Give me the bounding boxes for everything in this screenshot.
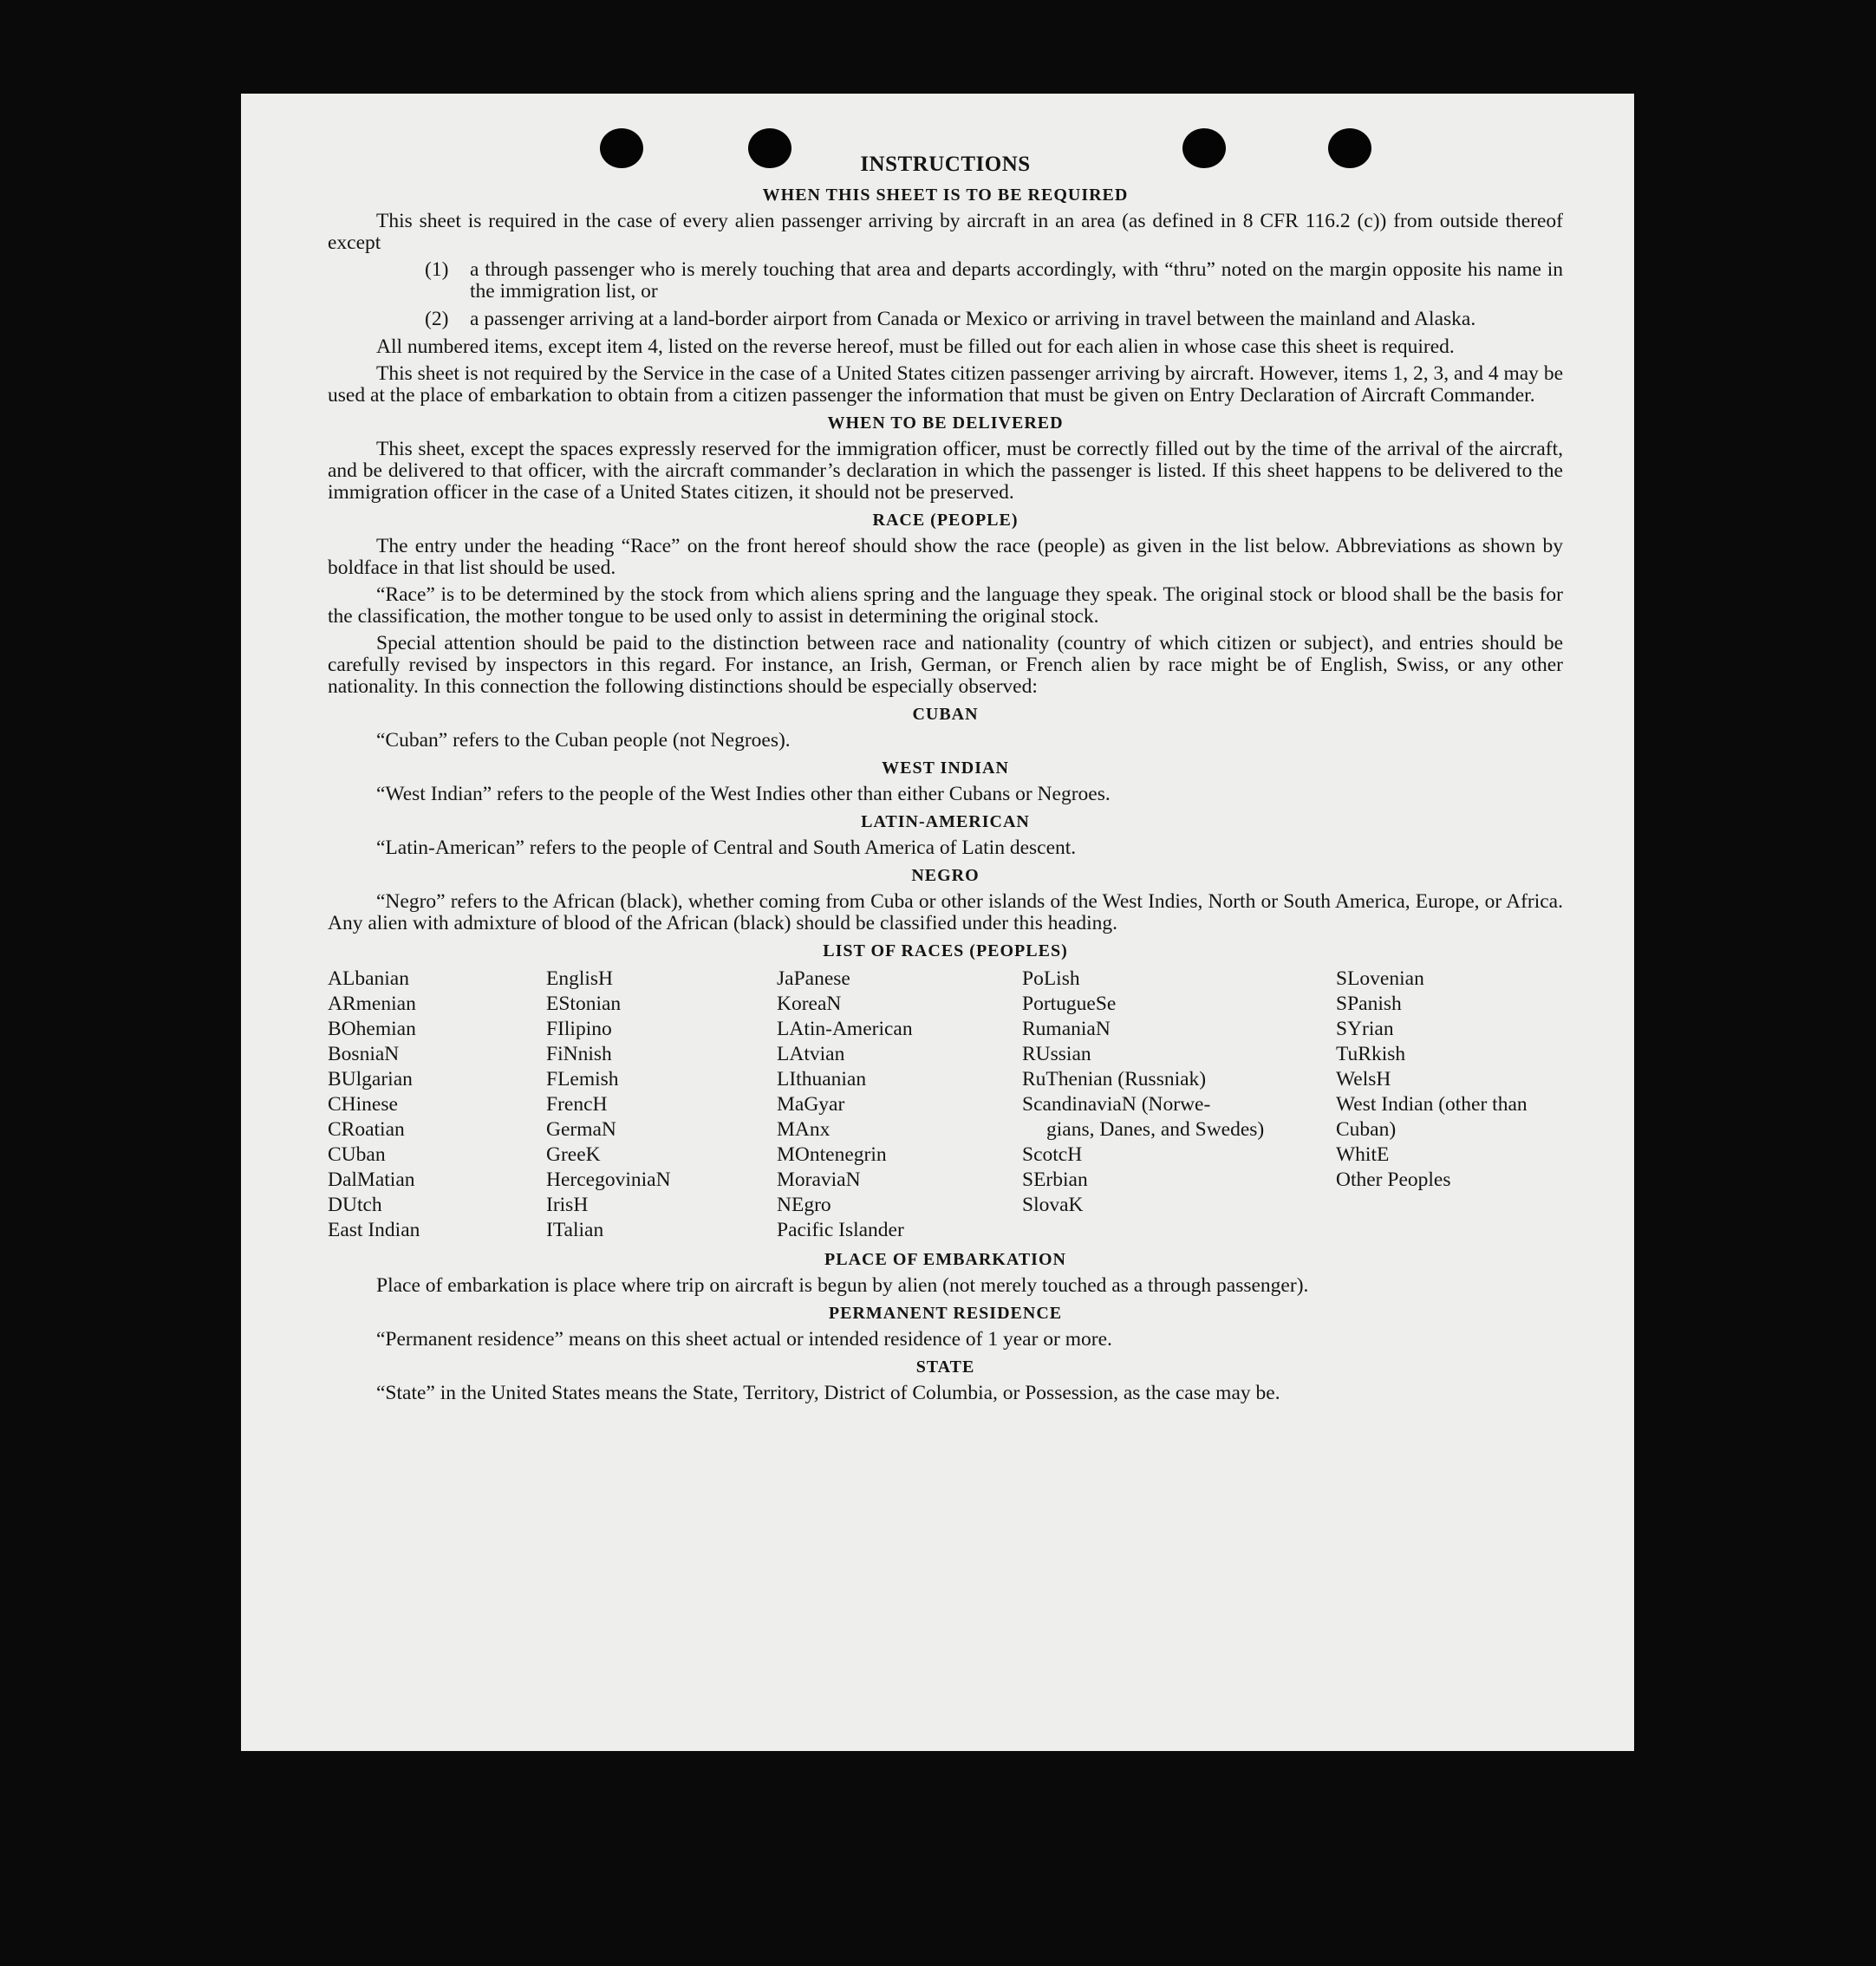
race-entry: BosniaN	[328, 1043, 400, 1065]
race-entry: SPanish	[1336, 993, 1402, 1015]
race-entry: FrencH	[546, 1093, 608, 1116]
list-item: (1) a through passenger who is merely touching that area and departs accordingly, with “thru” noted on the margin opposite his name in the immigration list, or	[425, 258, 1563, 303]
race-column	[777, 967, 1022, 1243]
race-column	[328, 967, 546, 1243]
paragraph: Place of embarkation is place where trip on aircraft is begun by alien (not merely touched as a through passenger).	[376, 1274, 1309, 1297]
race-column	[1022, 967, 1336, 1243]
race-entry: TuRkish	[1336, 1043, 1406, 1065]
race-column	[546, 967, 777, 1243]
race-column	[1336, 967, 1561, 1243]
section-heading: WHEN TO BE DELIVERED	[827, 413, 1064, 433]
race-entry: SLovenian	[1336, 967, 1424, 990]
paragraph: This sheet, except the spaces expressly reserved for the immigration officer, must be correctly filled out by the time of the arrival of the aircraft, and be delivered to that officer, with the aircraft commander’s declaration in which the passenger is listed. If this sheet happens to be delivered to the immigration officer in the case of a United States citizen, it should not be preserved.	[328, 438, 1563, 504]
race-entry: PortugueSe	[1022, 993, 1117, 1015]
page-title: INSTRUCTIONS	[860, 153, 1031, 176]
list-heading: LIST OF RACES (PEOPLES)	[823, 941, 1068, 960]
race-entry: SYrian	[1336, 1018, 1394, 1040]
paragraph: “Cuban” refers to the Cuban people (not Negroes).	[376, 729, 791, 752]
race-entry: LAtin-American	[777, 1018, 913, 1040]
paragraph: The entry under the heading “Race” on the front hereof should show the race (people) as given in the list below. Abbreviations as shown by boldface in that list should be used.	[328, 535, 1563, 579]
race-entry: HercegoviniaN	[546, 1169, 671, 1191]
race-entry: KoreaN	[777, 993, 842, 1015]
punch-hole	[748, 128, 791, 168]
race-entry: MaGyar	[777, 1093, 845, 1116]
race-entry: WelsH	[1336, 1068, 1391, 1090]
section-heading: CUBAN	[912, 705, 979, 724]
race-entry: ITalian	[546, 1219, 604, 1241]
race-entry: FLemish	[546, 1068, 619, 1090]
race-list	[328, 967, 1563, 1243]
race-entry: DUtch	[328, 1194, 382, 1216]
punch-hole	[1328, 128, 1371, 168]
section-heading: RACE (PEOPLE)	[872, 511, 1019, 530]
punch-hole	[1182, 128, 1226, 168]
paragraph: This sheet is required in the case of every alien passenger arriving by aircraft in an area (as defined in 8 CFR 116.2 (c)) from outside thereof except	[328, 210, 1563, 254]
race-entry: MOntenegrin	[777, 1143, 887, 1166]
race-entry: PoLish	[1022, 967, 1080, 990]
race-entry: ScotcH	[1022, 1143, 1083, 1166]
race-entry: LAtvian	[777, 1043, 845, 1065]
section-heading: WHEN THIS SHEET IS TO BE REQUIRED	[762, 186, 1129, 205]
race-entry: JaPanese	[777, 967, 850, 990]
race-entry: FIlipino	[546, 1018, 612, 1040]
paragraph: “Race” is to be determined by the stock from which aliens spring and the language they speak. The original stock or blood shall be the basis for the classification, the mother tongue to be used only to assist in determining the original stock.	[328, 583, 1563, 628]
race-entry: FiNnish	[546, 1043, 612, 1065]
race-entry: ARmenian	[328, 993, 416, 1015]
race-entry: RuThenian (Russniak)	[1022, 1068, 1207, 1090]
section-heading: LATIN-AMERICAN	[861, 812, 1030, 831]
race-entry: EStonian	[546, 993, 622, 1015]
punch-hole	[600, 128, 643, 168]
paragraph: This sheet is not required by the Service in the case of a United States citizen passenger arriving by aircraft. However, items 1, 2, 3, and 4 may be used at the place of embarkation to obtain from a citizen passenger the information that must be given on Entry Declaration of Aircraft Commander.	[328, 362, 1563, 407]
race-entry: CHinese	[328, 1093, 398, 1116]
section-heading: PLACE OF EMBARKATION	[824, 1250, 1066, 1269]
race-entry: East Indian	[328, 1219, 420, 1241]
paragraph: “Permanent residence” means on this sheet actual or intended residence of 1 year or more.	[376, 1328, 1112, 1351]
race-entry: Other Peoples	[1336, 1169, 1451, 1191]
paragraph: “Negro” refers to the African (black), whether coming from Cuba or other islands of the West Indies, North or South America, Europe, or Africa. Any alien with admixture of blood of the African (black) should be classified under this heading.	[328, 890, 1563, 934]
race-entry: MoraviaN	[777, 1169, 861, 1191]
paragraph: “Latin-American” refers to the people of Central and South America of Latin descent.	[376, 837, 1077, 859]
paragraph: “State” in the United States means the State, Territory, District of Columbia, or Possession, as the case may be.	[376, 1382, 1280, 1404]
paragraph: “West Indian” refers to the people of the West Indies other than either Cubans or Negroes.	[376, 783, 1111, 805]
paragraph: Special attention should be paid to the distinction between race and nationality (country of which citizen or subject), and entries should be carefully revised by inspectors in this regard. For instance, an Irish, German, or French alien by race might be of English, Swiss, or any other nationality. In this connection the following distinctions should be especially observed:	[328, 632, 1563, 698]
race-entry: NEgro	[777, 1194, 831, 1216]
race-entry: gians, Danes, and Swedes)	[1046, 1118, 1265, 1141]
section-heading: STATE	[915, 1357, 975, 1377]
race-entry: IrisH	[546, 1194, 589, 1216]
race-entry: West Indian (other than Cuban)	[1336, 1093, 1528, 1141]
section-heading: NEGRO	[911, 866, 980, 885]
race-entry: CUban	[328, 1143, 386, 1166]
race-entry: RUssian	[1022, 1043, 1091, 1065]
race-entry: BOhemian	[328, 1018, 416, 1040]
race-entry: WhitE	[1336, 1143, 1390, 1166]
list-item: (2) a passenger arriving at a land-border airport from Canada or Mexico or arriving in travel between the mainland and Alaska.	[425, 308, 1476, 330]
race-entry: DalMatian	[328, 1169, 415, 1191]
race-entry: ALbanian	[328, 967, 409, 990]
paragraph: All numbered items, except item 4, listed on the reverse hereof, must be filled out for each alien in whose case this sheet is required.	[376, 335, 1455, 358]
race-entry: BUlgarian	[328, 1068, 413, 1090]
race-entry: GreeK	[546, 1143, 601, 1166]
race-entry: Pacific Islander	[777, 1219, 904, 1241]
race-entry: CRoatian	[328, 1118, 405, 1141]
section-heading: WEST INDIAN	[882, 758, 1009, 778]
race-entry: EnglisH	[546, 967, 614, 990]
race-entry: SlovaK	[1022, 1194, 1084, 1216]
race-entry: GermaN	[546, 1118, 616, 1141]
document-sheet	[241, 94, 1634, 1751]
race-entry: ScandinaviaN (Norwe-	[1022, 1093, 1211, 1116]
race-entry: RumaniaN	[1022, 1018, 1111, 1040]
race-entry: LIthuanian	[777, 1068, 867, 1090]
section-heading: PERMANENT RESIDENCE	[828, 1304, 1063, 1323]
race-entry: SErbian	[1022, 1169, 1088, 1191]
race-entry: MAnx	[777, 1118, 831, 1141]
